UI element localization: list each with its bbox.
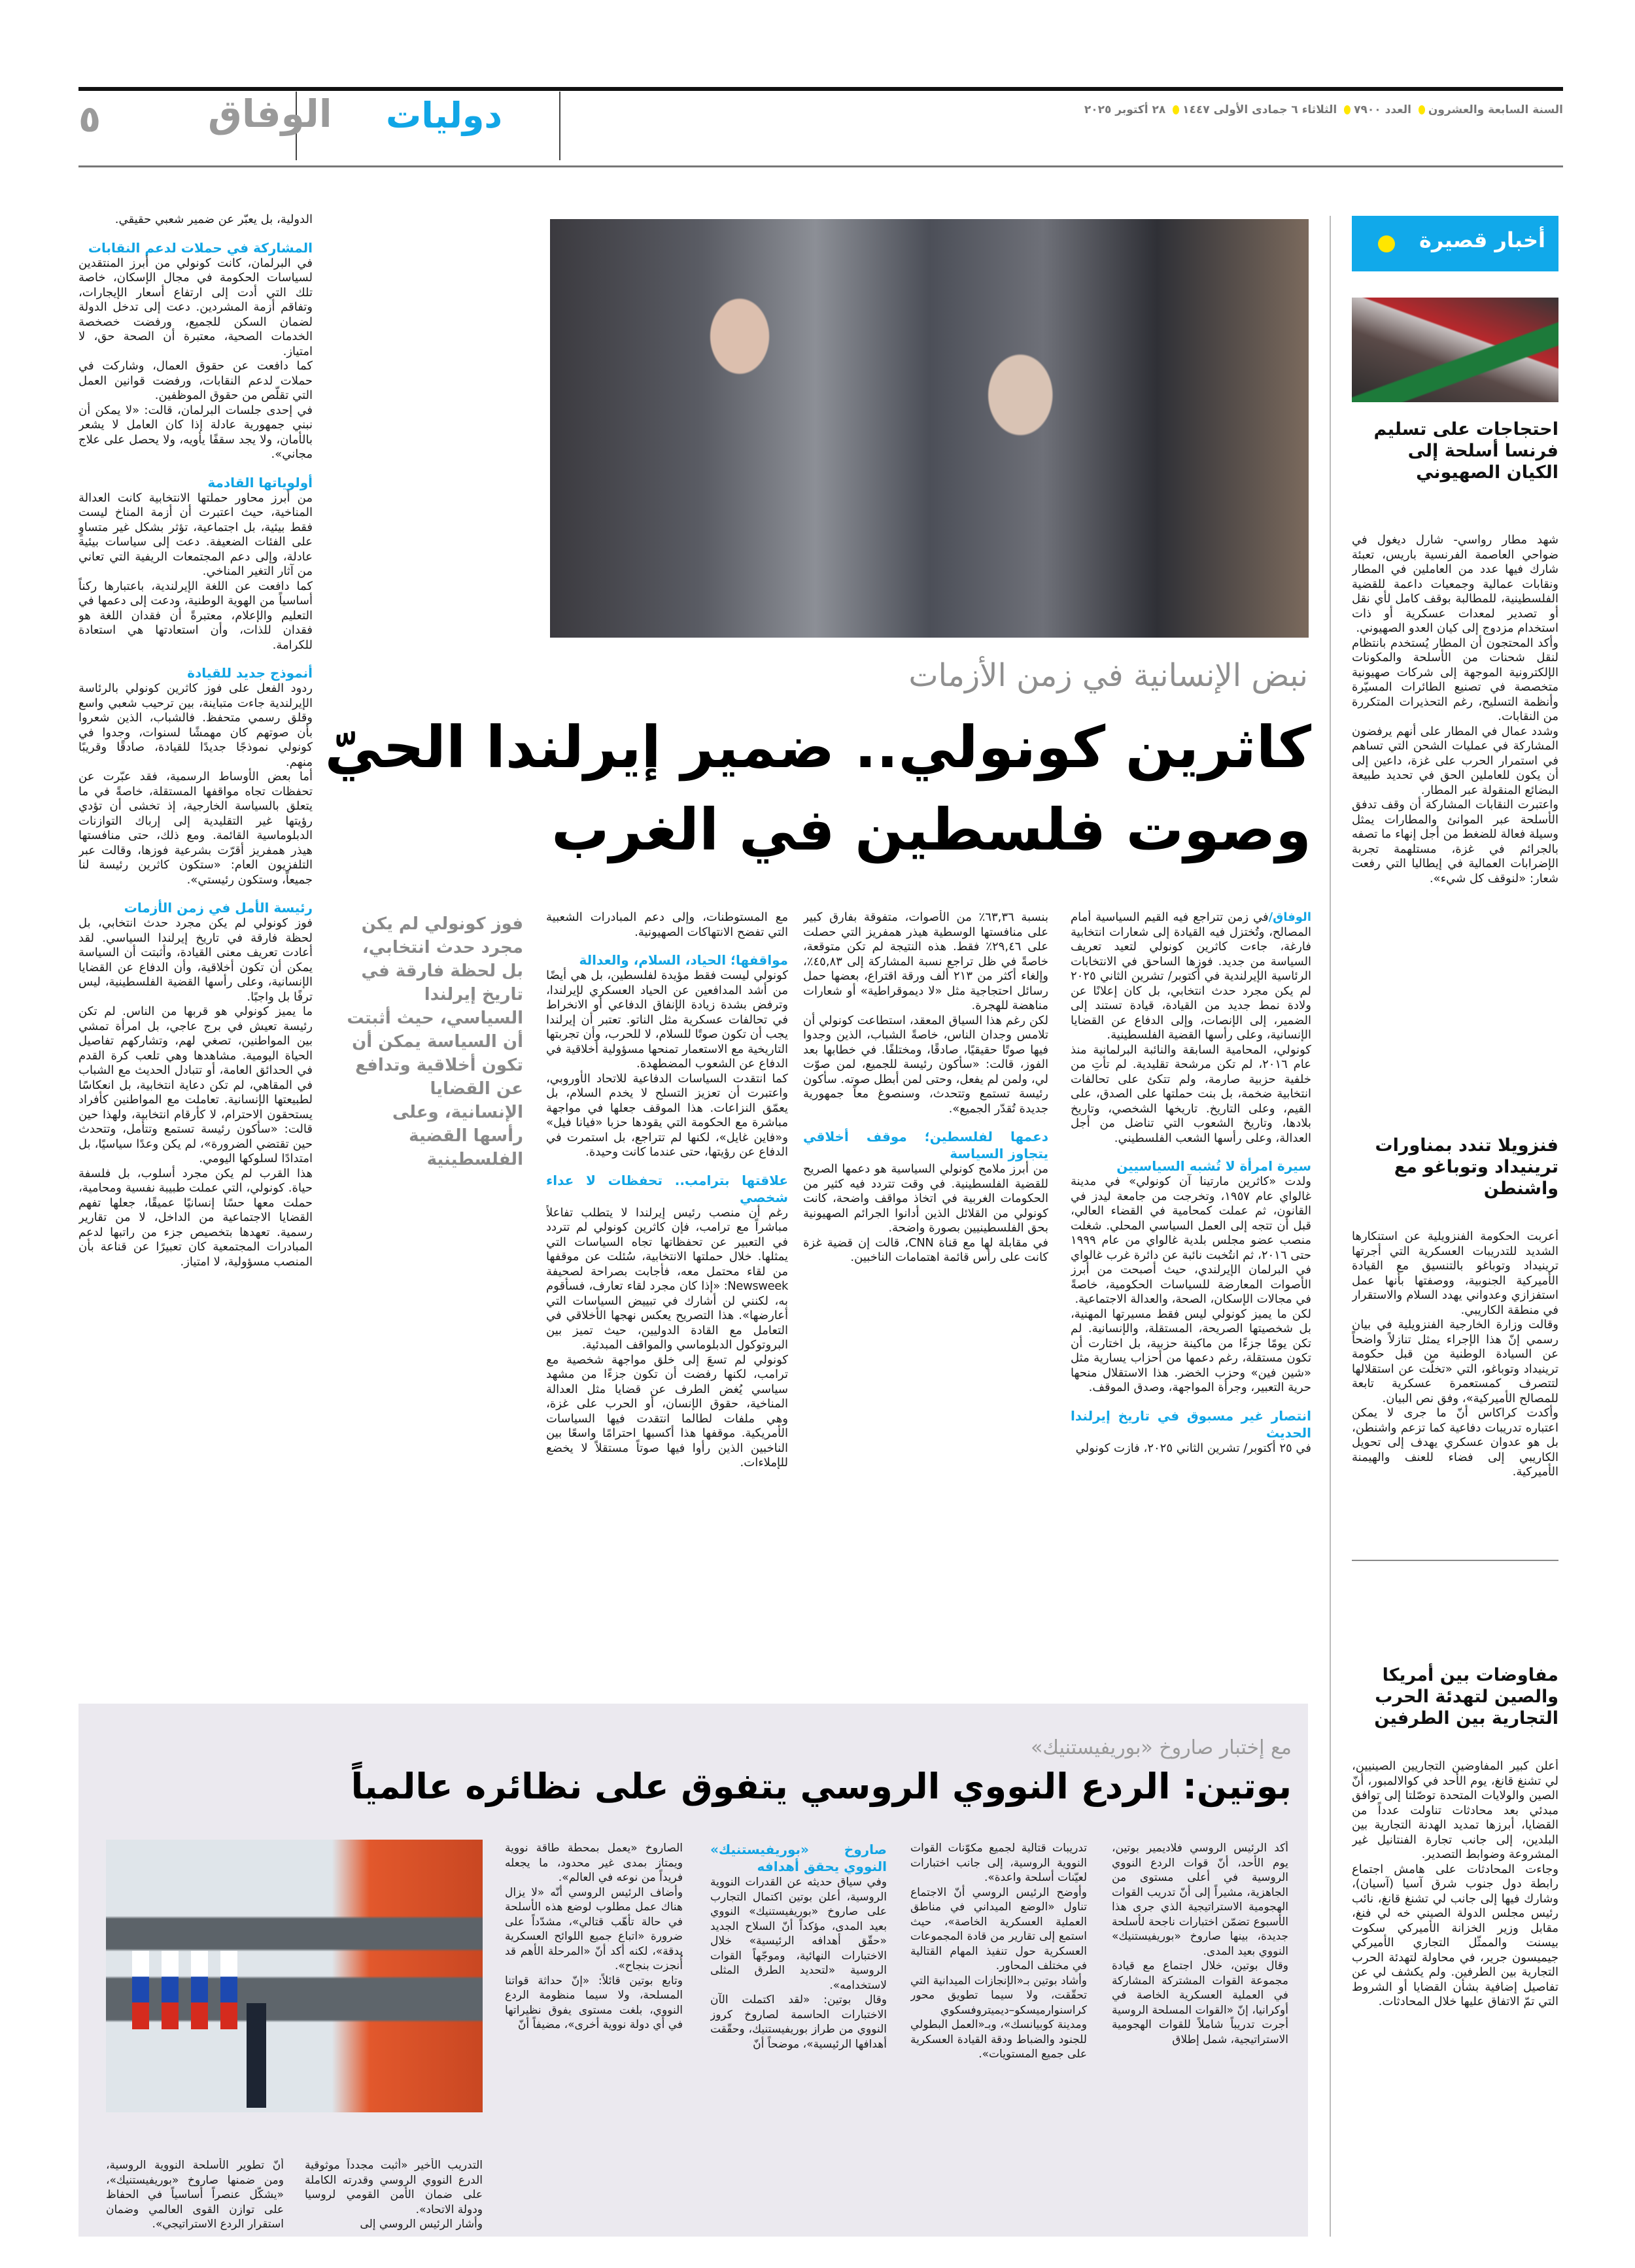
paragraph: التدريب الأخير «أثبت مجدداً موثوقية الدرع النووي الروسي وقدرته الكاملة على ضمان الأمن القومي لروسيا ودولة الاتحاد». [305, 2159, 483, 2216]
subheading: أولوياتها القادمة [207, 474, 313, 490]
hijri-date: الثلاثاء ٦ جمادى الأولى ١٤٤٧ [1182, 103, 1337, 116]
catherine-connolly-photo [550, 219, 1309, 638]
paragraph: الدولية، بل يعبّر عن ضمير شعبي حقيقي. [114, 213, 313, 226]
paragraph: أما بعض الأوساط الرسمية، فقد عبّرت عن تحفظات تجاه مواقفها المستقلة، خاصةً في ما يتعلق بالسياسة الخارجية، إذ تخشى أن تؤدي رؤيتها غير التقليدية إلى إرباك التوازنات الدبلوماسية القائمة. ومع ذلك، حتى منافستها هيذر همفريز أقرّت بشرعية فوزها، وقالت عبر التلفزيون العام: «ستكون كاثرين رئيسة لنا جميعاً، وستكون رئيستي». [78, 770, 313, 887]
paragraph: وقال بوتين، خلال اجتماع مع قيادة مجموعة القوات المشتركة المشاركة في العملية العسكرية الخاصة في أوكرانيا، إنّ «القوات المسلحة الروسية أجرت تدريباً شاملاً للقوات الهجومية الاستراتيجية، شمل إطلاق [1112, 1959, 1288, 2046]
article-column [910, 1841, 1087, 2227]
paragraph: من أبرز ملامح كونولي السياسية هو دعمها الصريح للقضية الفلسطينية. في وقت تتردد فيه كثير من الحكومات الغربية في اتخاذ مواقف واضحة، كانت كونولي من القلائل الذين أدانوا الجرائم الصهيونية بحق الفلسطينيين بصورة واضحة. [803, 1162, 1048, 1235]
paragraph: وتابع بوتين قائلاً: «إنّ حداثة قواتنا المسلحة، ولا سيما منظومة الردع النووي، بلغت مستوى يفوق نظيراتها في أي دولة نووية أخرى»، مضيفاً أنّ [505, 1974, 683, 2031]
issue-number: العدد ٧٩٠٠ [1354, 103, 1411, 116]
subheading: أنموذج جديد للقيادة [187, 665, 313, 681]
story-body [1352, 1229, 1558, 1556]
paragraph-text: في زمن تتراجع فيه القيم السياسية أمام المصالح، وتُختزل فيه القيادة إلى شعارات انتخابية فارغة، جاءت كاثرين كونولي لتعيد تعريف السياسة من جديد. فوزها الساحق في الانتخابات الرئاسية الإيرلندية في أكتوبر/ تشرين الثاني ٢٠٢٥ لم يكن مجرد حدث انتخابي، بل كان إعلانًا عن ولادة نمط جديد من القيادة، قيادة تستند إلى الضمير، إلى الإنصات، وإلى الدفاع عن القضايا الإنسانية، وعلى رأسها القضية الفلسطينية. [1071, 910, 1311, 1042]
paragraph: ولدت «كاثرين مارتينا آن كونولي» في مدينة غالواي عام ١٩٥٧، وتخرجت من جامعة ليدز في القانون، ثم عملت كمحامية في القضاء العالي، قبل أن تتجه إلى العمل السياسي المحلي. شغلت منصب عضو مجلس بلدية غالواي من عام ١٩٩٩ حتى ٢٠١٦، ثم انتُخبت نائبة عن دائرة غرب غالواي في البرلمان الإيرلندي، حيث أصبحت من أبرز الأصوات المعارضة للسياسات الحكومية، خاصةً في مجالات الإسكان، الصحة، والعدالة الاجتماعية. [1071, 1175, 1311, 1306]
article-column [78, 213, 313, 1677]
subheading: المشاركة في حملات لدعم النقابات [88, 239, 313, 256]
paragraph: الصاروخ «يعمل بمحطة طاقة نووية ويمتاز بمدى غير محدود، ما يجعله فريداً من نوعه في العالم». [505, 1842, 683, 1884]
masthead-bottom-rule [78, 165, 1563, 167]
story-headline: احتجاجات على تسليم فرنسا أسلحة إلى الكيان الصهيوني [1373, 419, 1558, 483]
paragraph: وفي سياق حديثه عن القدرات النووية الروسية، أعلن بوتين اكتمال التجارب على صاروخ «بوريفيستنيك» النووي بعيد المدى، مؤكداً أنّ السلاح الجديد «حقّق أهدافه الرئيسية» خلال الاختبارات النهائية، وموجّهاً القوات الروسية «لتحديد الطرق المثلى لاستخدامه». [710, 1876, 887, 1992]
russian-flag [191, 1951, 208, 2029]
story-body [1352, 1759, 1558, 2230]
paragraph: وأضاف الرئيس الروسي أنّه «لا يزال هناك عمل مطلوب لوضع هذه الأسلحة في حالة تأهّب قتالي»، مشدّداً على ضرورة «اتباع جميع اللوائح العسكرية بدقة»، لكنه أكد أنّ «المرحلة الأهم قد أُنجزت بنجاح». [505, 1885, 683, 1972]
paragraph: وجاءت المحادثات على هامش اجتماع رابطة دول جنوب شرق آسيا (آسيان)، وشارك فيها إلى جانب لي تشنغ قانغ، نائب رئيس مجلس الدولة الصيني خه لي فنغ، مقابل وزير الخزانة الأميركي سكوت بيسنت والممثّل التجاري الأميركي جيميسون جرير، في محاولة لتهدئة الحرب التجارية بين الطرفين. ولم يكشف لي عن تفاصيل إضافية بشأن القضايا أو الشروط التي تمّ الاتفاق عليها خلال المحادثات. [1352, 1862, 1558, 2008]
paragraph: لكن ما يميز كونولي ليس فقط مسيرتها المهنية، بل شخصيتها الصريحة، المستقلة، والإنسانية. لم تكن يومًا جزءًا من ماكينة حزبية، بل اختارت أن تكون مستقلة، رغم دعمها من أحزاب يسارية مثل «شين فين» وحزب الخضر. هذا الاستقلال منحها حرية التعبير، وجرأة المواجهة، وصدق الموقف. [1071, 1307, 1311, 1394]
section-title: دوليات [386, 95, 503, 136]
article-column [106, 2158, 284, 2230]
subheading: صاروخ «بوريفيستنيك» النووي يحقق أهدافه [710, 1842, 887, 1874]
paragraph: كونولي ليست فقط مؤيدة لفلسطين، بل هي أيضًا من أشد المدافعين عن الحياد العسكري لإيرلندا، وترفض بشدة زيادة الإنفاق الدفاعي أو الانخراط في تحالفات عسكرية مثل الناتو. تعتبر أن إيرلندا يجب أن تكون صوتًا للسلام، لا للحرب، وأن تجربتها التاريخية مع الاستعمار تمنحها مسؤولية أخلاقية في الدفاع عن الشعوب المضطهدة. [546, 969, 788, 1071]
protest-photo [1352, 298, 1558, 402]
paragraph: وأشاد بوتين بـ«الإنجازات الميدانية التي تحقّقت، ولا سيما تطويق محور كراسنوارميسكو–ديميتروفسكوي ومدينة كوبيانسك»، وبـ«العمل البطولي للجنود والضباط ودقة القيادة العسكرية على جميع المستويات». [910, 1974, 1087, 2061]
pull-quote: فوز كونولي لم يكن مجرد حدث انتخابي، بل لحظة فارقة في تاريخ إيرلندا السياسي، حيث أثبتت أن السياسة يمكن أن تكون أخلاقية وتدافع عن القضايا الإنسانية، وعلى رأسها القضية الفلسطينية [347, 914, 523, 1169]
article-kicker: نبض الإنسانية في زمن الأزمات [908, 657, 1308, 694]
russian-flag [220, 1951, 237, 2029]
masthead-top-rule [78, 87, 1563, 91]
short-news-banner [1352, 216, 1558, 271]
newspaper-logo: الوفاق [208, 92, 332, 136]
headline-line: كاثرين كونولي.. ضمير إيرلندا الحيّ [324, 713, 1311, 781]
paragraph: مع المستوطنات، وإلى دعم المبادرات الشعبية التي تفضح الانتهاكات الصهيونية. [546, 910, 788, 939]
subheading: مواقفها؛ الحياد، السلام، والعدالة [579, 952, 788, 968]
article-headline [324, 706, 1311, 871]
paragraph: واعتبرت النقابات المشاركة أن وقف تدفق الأسلحة عبر الموانئ والمطارات يمثل وسيلة فعالة للضغط من أجل إنهاء ما تصفه بالجرائم في غزة، مستلهمة تجربة الإضرابات العمالية في إيطاليا التي رفعت شعار: «لنوقف كل شيء». [1352, 798, 1558, 885]
article-column [546, 910, 788, 1675]
article-column [803, 910, 1048, 1675]
story-body [1352, 533, 1558, 1102]
paragraph: ردود الفعل على فوز كاثرين كونولي بالرئاسة الإيرلندية جاءت متباينة، بين ترحيب شعبي واسع وقلق رسمي متحفظ. فالشباب، الذين شعروا بأن صوتهم كان مهمشًا لسنوات، وجدوا في كونولي نموذجًا جديدًا للقيادة، صادقًا وقريبًا منهم. [78, 681, 313, 769]
bullet-dot-icon [1173, 105, 1179, 114]
article-kicker: مع إختبار صاروخ «بوريفيستنيك» [1030, 1736, 1292, 1759]
paragraph: هذا القرب لم يكن مجرد أسلوب، بل فلسفة حياة. كونولي، التي عملت طبيبة نفسية ومحامية، حملت معها حسًا إنسانيًا عميقًا، جعلها تفهم القضايا الاجتماعية من الداخل، لا من تقارير رسمية. تعهدها بتخصيص جزء من راتبها لدعم المبادرات المجتمعية كان تعبيرًا عن قناعة بأن المنصب مسؤولية، لا امتياز. [78, 1166, 313, 1269]
bullet-dot-icon [1344, 105, 1351, 114]
paragraph: من أبرز محاور حملتها الانتخابية كانت العدالة المناخية، حيث اعتبرت أن أزمة المناخ ليست فقط بيئية، بل اجتماعية، تؤثر بشكل غير متساوٍ على الفئات الضعيفة. دعت إلى سياسات بيئية عادلة، وإلى دعم المجتمعات الريفية التي تعاني من آثار التغير المناخي. [78, 490, 313, 578]
paragraph: لكن رغم هذا السياق المعقد، استطاعت كونولي أن تلامس وجدان الناس، خاصةً الشباب، الذين وجدوا فيها صوتًا حقيقيًا، صادقًا، ومختلفًا. في خطابها بعد الفوز، قالت: «سأكون رئيسة للجميع، لمن صوّت لي، ولمن لم يفعل، وحتى لمن أبطل صوته. سأكون رئيسة تستمع وتتحدث، وسنصوغ معاً جمهورية جديدة تُقدّر الجميع». [803, 1013, 1048, 1116]
paragraph: تدريبات قتالية لجميع مكوّنات القوات النووية الروسية، إلى جانب اختبارات لعيّنات أسلحة واعدة». [910, 1842, 1087, 1884]
putin-rocket-hangar-photo [106, 1840, 483, 2112]
paragraph: بنسبة ٦٣,٣٦٪ من الأصوات، متفوقة بفارق كبير على منافستها الوسطية هيذر همفريز التي حصلت على ٢٩,٤٦٪ فقط. هذه النتيجة لم تكن متوقعة، خاصةً في ظل تراجع نسبة المشاركة إلى ٤٥,٨٣٪، وإلغاء أكثر من ٢١٣ ألف ورقة اقتراع، بعضها حمل رسائل احتجاجية مثل «لا ديموقراطية» أو شعارات مناهضة للهجرة. [803, 910, 1048, 1012]
story-headline: فنزويلا تندد بمناورات ترينيداد وتوباغو مع واشنطن [1375, 1135, 1558, 1199]
subheading: سيرة امرأة لا تُشبه السياسيين [1116, 1158, 1311, 1174]
paragraph: وأكدت كراكاس أنّ ما جرى لا يمكن اعتباره تدريبات دفاعية كما تزعم واشنطن، بل هو عدوان عسكري يهدف إلى تحويل الكاريبي إلى فضاء للعنف والهيمنة الأميركية. [1352, 1406, 1558, 1479]
article-headline: بوتين: الردع النووي الروسي يتفوق على نظائره عالمياً [351, 1766, 1292, 1807]
issue-date-line [1084, 103, 1563, 116]
gregorian-date: ٢٨ أكتوبر ٢٠٢٥ [1084, 103, 1166, 116]
byline: الوفاق/ [1268, 910, 1311, 924]
russian-flag [162, 1951, 179, 2029]
subheading: دعمها لفلسطين؛ موقف أخلاقي يتجاوز السياسة [803, 1129, 1048, 1161]
paragraph: أنّ تطوير الأسلحة النووية الروسية، ومن ضمنها صاروخ «بوريفيستنيك»، «يشكّل عنصراً أساسياً في الحفاظ على توازن القوى العالمي وضمان استقرار الردع الاستراتيجي». [106, 2159, 284, 2230]
paragraph: فوز كونولي لم يكن مجرد حدث انتخابي، بل لحظة فارقة في تاريخ إيرلندا السياسي. لقد أعادت تعريف معنى القيادة، وأثبتت أن السياسة يمكن أن تكون أخلاقية، وأن الدفاع عن القضايا الإنسانية، وعلى رأسها القضية الفلسطينية، ليس ترفًا بل واجبًا. [78, 916, 313, 1004]
headline-line: وصوت فلسطين في الغرب [551, 796, 1311, 863]
paragraph [1071, 910, 1311, 1043]
paragraph: وأوضح الرئيس الروسي أنّ الاجتماع تناول «الوضع الميداني في مناطق العملية العسكرية الخاصة»، حيث استمع إلى تقارير من قادة المجموعات العسكرية حول تنفيذ المهام القتالية في مختلف المحاور. [910, 1885, 1087, 1972]
paragraph: في البرلمان، كانت كونولي من أبرز المنتقدين لسياسات الحكومة في مجال الإسكان، خاصة تلك التي أدت إلى ارتفاع أسعار الإيجارات، وتفاقم أزمة المشردين. دعت إلى تدخل الدولة لضمان السكن للجميع، ورفضت خصخصة الخدمات الصحية، معتبرة أن الصحة حق، لا امتياز. [78, 256, 313, 358]
article-column [505, 1841, 683, 2227]
paragraph: في ٢٥ أكتوبر/ تشرين الثاني ٢٠٢٥، فازت كونولي [1075, 1441, 1311, 1455]
paragraph: كما دافعت عن حقوق العمال، وشاركت في حملات لدعم النقابات، ورفضت قوانين العمل التي تقلّص من حقوق الموظفين. [78, 359, 313, 402]
article-column [710, 1841, 887, 2227]
issue-year: السنة السابعة والعشرون [1428, 103, 1563, 116]
paragraph: في مقابلة لها مع قناة CNN، قالت إن قضية غزة كانت على رأس قائمة اهتمامات الناخبين. [803, 1235, 1048, 1264]
speaker-figure [247, 2003, 266, 2108]
article-column [1112, 1841, 1288, 2227]
paragraph: وأشار الرئيس الروسي إلى [360, 2218, 483, 2230]
paragraph: أعلن كبير المفاوضين التجاريين الصينيين، لي تشنغ قانغ، يوم الأحد في كوالالمبور، أنّ الصين والولايات المتحدة توصّلتا إلى توافق مبدئي بعد محادثات تناولت عدداً من القضايا، أبرزها تمديد الهدنة التجارية بين البلدين، إلى جانب تجارة الفنتانيل غير المشروعة وضوابط التصدير. [1352, 1759, 1558, 1861]
header-divider [559, 92, 560, 160]
paragraph: وأكد المحتجون أن المطار يُستخدم بانتظام لنقل شحنات من الأسلحة والمكونات الإلكترونية الموجهة إلى شركات صهيونية متخصصة في تصنيع الطائرات المسيّرة وأنظمة التسليح، رغم التحذيرات المتكررة من النقابات. [1352, 636, 1558, 723]
bullet-dot-icon [1419, 105, 1425, 114]
paragraph: أكد الرئيس الروسي فلاديمير بوتين، يوم الأحد، أنّ قوات الردع النووي الروسية في أعلى مستوى من الجاهزية، مشيراً إلى أنّ تدريب القوات الهجومية الاستراتيجية الذي جرى هذا الأسبوع تضمّن اختبارات ناجحة لأسلحة جديدة، بينها صاروخ «بوريفيستنيك» النووي بعيد المدى. [1112, 1842, 1288, 1958]
paragraph: رغم أن منصب رئيس إيرلندا لا يتطلب تفاعلاً مباشراً مع ترامب، فإن كاثرين كونولي لم تتردد في التعبير عن تحفظاتها تجاه السياسات التي يمثلها. خلال حملتها الانتخابية، سُئلت عن موقفها من لقاء محتمل معه، فأجابت بصراحة لصحيفة Newsweek: «إذا كان مجرد لقاء تعارف، فسأقوم به، لكنني لن أشارك في تبييض السياسات التي أعارضها». هذا التصريح يعكس نهجها الأخلاقي في التعامل مع القادة الدوليين، حيث تميز بين البروتوكول الدبلوماسي والمواقف المبدئية. [546, 1205, 788, 1352]
russian-flag [132, 1951, 149, 2029]
paragraph: وقال بوتين: «لقد اكتملت الآن الاختبارات الحاسمة لصاروخ كروز النووي من طراز بوريفيستنيك، وحقّقت أهدافها الرئيسية»، موضحاً أنّ [710, 1993, 887, 2051]
article-column [1071, 910, 1311, 1675]
short-news-title: أخبار قصيرة [1419, 228, 1545, 252]
subheading: علاقتها بترامب.. تحفظات لا عداء شخصي [546, 1172, 788, 1205]
subheading: رئيسة الأمل في زمن الأزمات [124, 900, 313, 916]
story-divider [1352, 1560, 1558, 1561]
page-number: ٥ [78, 98, 101, 141]
paragraph: في إحدى جلسات البرلمان، قالت: «لا يمكن أن نبني جمهورية عادلة إذا كان العامل لا يشعر بالأمان، ولا يجد سقفًا يأويه، ولا يحصل على علاج مجاني». [78, 403, 313, 461]
subheading: انتصار غير مسبوق في تاريخ إيرلندا الحديث [1071, 1407, 1311, 1441]
paragraph: شهد مطار رواسي- شارل ديغول في ضواحي العاصمة الفرنسية باريس، تعبئة شارك فيها عدد من العاملين في المطار ونقابات عمالية وجمعيات داعمة للقضية الفلسطينية، للمطالبة بوقف كامل لأي نقل أو تصدير لمعدات عسكرية أو ذات استخدام مزدوج إلى كيان العدو الصهيوني. [1352, 533, 1558, 635]
yellow-dot-icon [1378, 235, 1395, 252]
paragraph: كونولي، المحامية السابقة والنائبة البرلمانية منذ عام ٢٠١٦، لم تكن مرشحة تقليدية. لم تأتِ من خلفية حزبية صارمة، ولم تتكئ على تحالفات انتخابية ضخمة، بل بنت حملتها على الصدق، على القيم، وعلى التاريخ. تاريخها الشخصي، وتاريخ بلادها، وتاريخ الشعوب التي تناضل من أجل العدالة، وعلى رأسها الشعب الفلسطيني. [1071, 1042, 1311, 1145]
paragraph: أعربت الحكومة الفنزويلية عن استنكارها الشديد للتدريبات العسكرية التي أجرتها ترينيداد وتوباغو بالتنسيق مع القيادة الأميركية الجنوبية، ووصفتها بأنها عمل استفزازي وعدواني يهدد السلام والاستقرار في منطقة الكاريبي. [1352, 1229, 1558, 1317]
paragraph: كما دافعت عن اللغة الإيرلندية، باعتبارها ركناً أساسياً من الهوية الوطنية، ودعت إلى دعمها في التعليم والإعلام، معتبرةً أن فقدان اللغة هو فقدان للذات، وأن استعادتها هي استعادة للكرامة. [78, 579, 313, 652]
paragraph: كونولي لم تسعَ إلى خلق مواجهة شخصية مع ترامب، لكنها رفضت أن تكون جزءًا من مشهد سياسي يُغض الطرف عن قضايا مثل العدالة المناخية، حقوق الإنسان، أو الحرب على غزة، وهي ملفات لطالما انتقدت فيها السياسات الأمريكية. موقفها هذا أكسبها احترامًا واسعًا بين الناخبين الذين رأوا فيها صوتاً مستقلاً لا يخضع للإملاءات. [546, 1352, 788, 1469]
story-headline: مفاوضات بين أمريكا والصين لتهدئة الحرب التجارية بين الطرفين [1374, 1665, 1558, 1728]
paragraph: وقالت وزارة الخارجية الفنزويلية في بيان رسمي إنّ هذا الإجراء يمثل تنازلاً واضحاً عن السيادة الوطنية من قبل حكومة ترينيداد وتوباغو، التي «تخلّت عن استقلالها لتتصرف كمستعمرة عسكرية تابعة للمصالح الأميركية»، وفق نص البيان. [1352, 1318, 1558, 1405]
paragraph: وشدد عمال في المطار على أنهم يرفضون المشاركة في عمليات الشحن التي تساهم في استمرار الحرب على غزة، داعين إلى أن يكون للعاملين الحق في تحديد طبيعة البضائع المنقولة عبر المطار. [1352, 724, 1558, 797]
article-column [305, 2158, 483, 2230]
paragraph: ما يميز كونولي هو قربها من الناس. لم تكن رئيسة تعيش في برج عاجي، بل امرأة تمشي بين المواطنين، تصغي لهم، وتشاركهم تفاصيل الحياة اليومية. مشاهدها وهي تلعب كرة القدم في الحدائق العامة، أو تتبادل الحديث مع الشباب في المقاهي، لم تكن دعاية انتخابية، بل انعكاسًا لطبيعتها الإنسانية. تعاملت مع المواطنين كأفراد يستحقون الاحترام، لا كأرقام انتخابية، ولهذا حين قالت: «سأكون رئيسة تستمع وتتأمل، وتتحدث حين تقتضي الضرورة»، لم يكن وعدًا سياسيًا، بل امتدادًا لسلوكها اليومي. [78, 1005, 313, 1165]
sidebar-divider [1330, 216, 1331, 2237]
paragraph: كما انتقدت السياسات الدفاعية للاتحاد الأوروبي، واعتبرت أن تعزيز التسلح لا يخدم السلام، بل يعمّق النزاعات. هذا الموقف جعلها في مواجهة مباشرة مع الحكومة التي يقودها حزبا «فيانا فيل» و«فاين غايل»، لكنها لم تتراجع، بل استمرت في الدفاع عن رؤيتها، حتى عندما كانت وحيدة. [546, 1071, 788, 1159]
